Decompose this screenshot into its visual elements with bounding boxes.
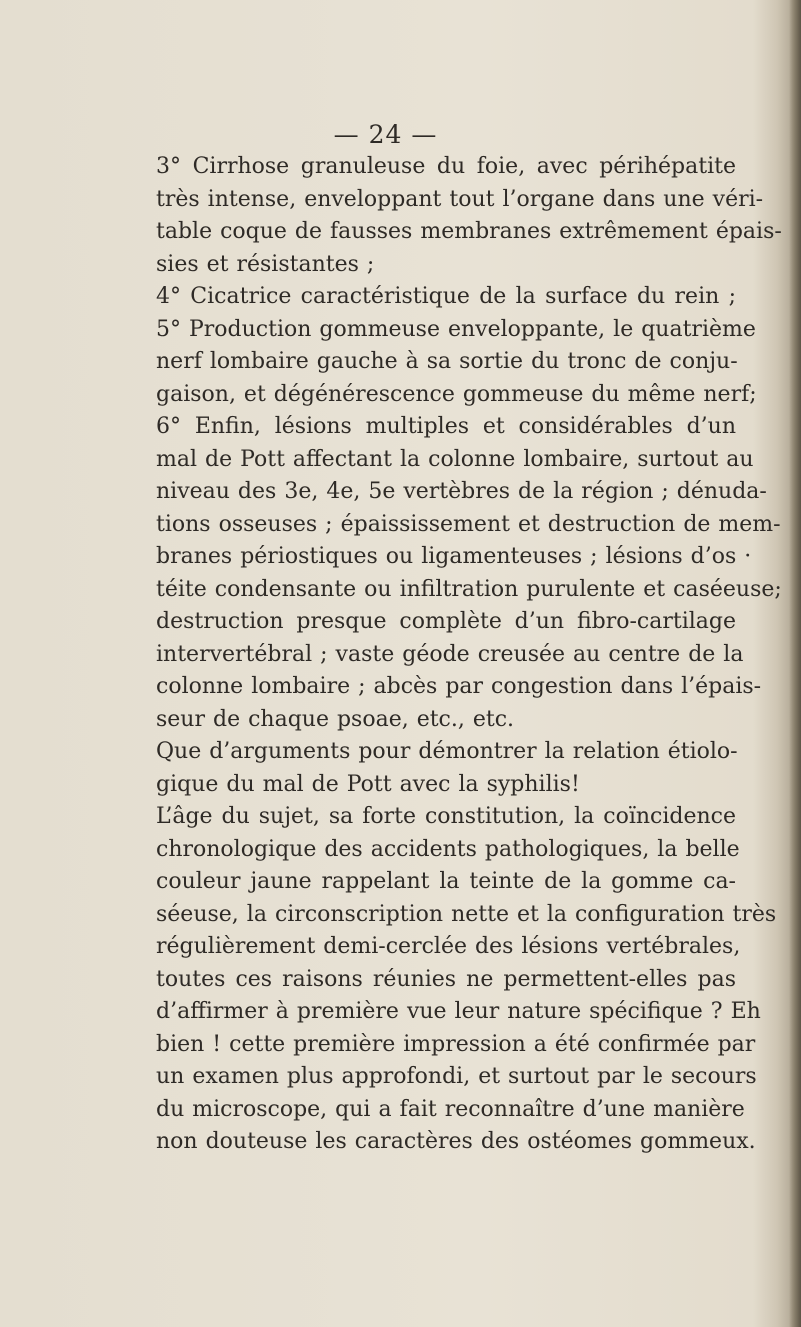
text-line: chronologique des accidents pathologiques, la belle [156, 836, 740, 862]
text-line: seur de chaque psoae, etc., etc. [156, 706, 515, 732]
text-line: régulièrement demi-cerclée des lésions vertébrales, [156, 934, 741, 959]
text-line: du microscope, qui a fait reconnaître d’une manière [156, 1096, 745, 1122]
text-line: table coque de fausses membranes extrêmement épais- [156, 219, 782, 244]
text-line: niveau des 3e, 4e, 5e vertèbres de la région ; dénuda- [156, 479, 767, 504]
page-number: — 24 — [333, 120, 438, 149]
text-line: 6° Enfin, lésions multiples et considérables d’un [156, 414, 736, 439]
text-line: non douteuse les caractères des ostéomes gommeux. [156, 1129, 756, 1154]
text-line: Que d’arguments pour démontrer la relation étiolo- [156, 739, 738, 764]
text-line: sies et résistantes ; [156, 251, 375, 277]
text-line: mal de Pott affectant la colonne lombaire, surtout au [156, 446, 754, 472]
text-line: couleur jaune rappelant la teinte de la gomme ca- [156, 869, 736, 894]
text-line: colonne lombaire ; abcès par congestion dans l’épais- [156, 674, 762, 699]
text-line: gique du mal de Pott avec la syphilis! [156, 771, 580, 797]
text-line: 3° Cirrhose granuleuse du foie, avec périhépatite [156, 154, 736, 179]
text-line: 5° Production gommeuse enveloppante, le quatrième [156, 316, 756, 342]
text-line: d’affirmer à première vue leur nature spécifique ? Eh [156, 999, 761, 1024]
text-line: très intense, enveloppant tout l’organe dans une véri- [156, 186, 764, 212]
text-line: téite condensante ou infiltration purulente et caséeuse; [156, 576, 782, 602]
text-line: tions osseuses ; épaississement et destruction de mem- [156, 511, 781, 537]
text-line: toutes ces raisons réunies ne permettent-elles pas [156, 966, 736, 992]
text-line: nerf lombaire gauche à sa sortie du tronc de conju- [156, 349, 738, 374]
text-line: gaison, et dégénérescence gommeuse du même nerf; [156, 381, 757, 407]
text-line: 4° Cicatrice caractéristique de la surface du rein ; [156, 284, 736, 309]
text-line: séeuse, la circonscription nette et la configuration très [156, 901, 777, 927]
page-binding-edge [789, 0, 801, 1327]
body-text [156, 151, 782, 1159]
text-line: L’âge du sujet, sa forte constitution, la coïncidence [156, 804, 736, 829]
text-line: branes périostiques ou ligamenteuses ; lésions d’os · [156, 544, 752, 569]
text-line: intervertébral ; vaste géode creusée au centre de la [156, 641, 744, 667]
text-line: destruction presque complète d’un fibro-cartilage [156, 609, 736, 634]
text-line: bien ! cette première impression a été confirmée par [156, 1031, 756, 1057]
text-line: un examen plus approfondi, et surtout par le secours [156, 1064, 757, 1089]
